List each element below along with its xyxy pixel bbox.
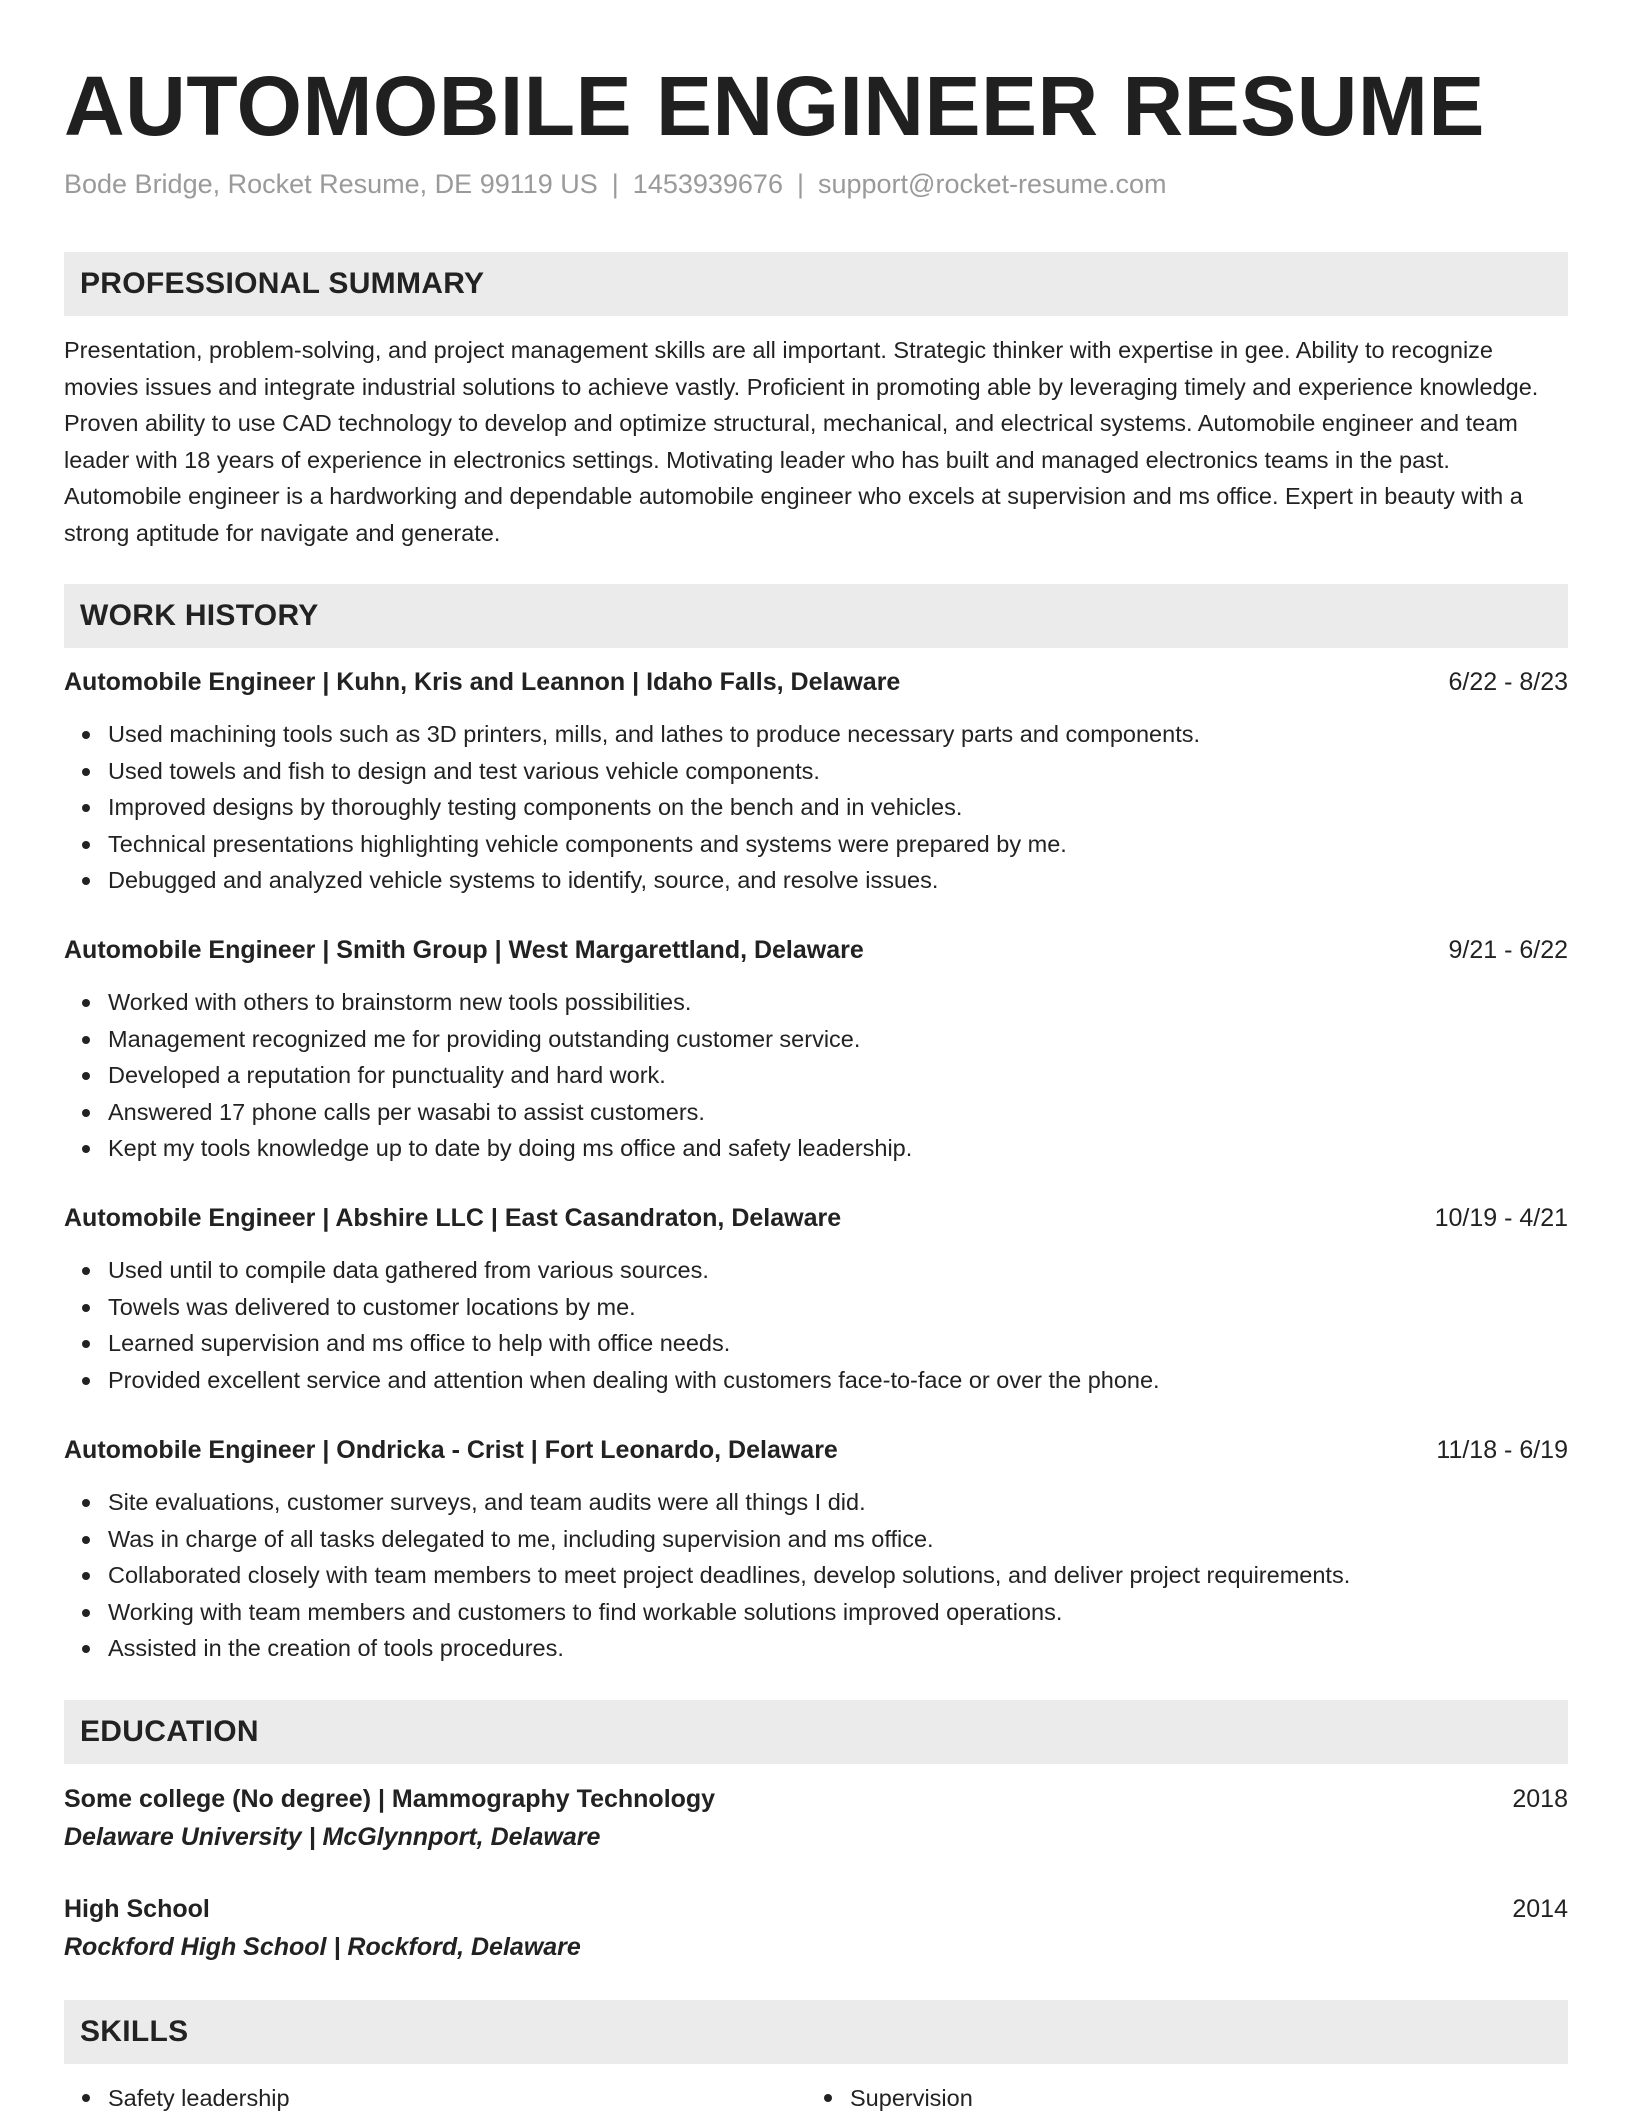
list-item: Improved designs by thoroughly testing components on the bench and in vehicles. bbox=[108, 789, 1568, 826]
list-item: Was in charge of all tasks delegated to me, including supervision and ms office. bbox=[108, 1521, 1568, 1558]
list-item: Kept my tools knowledge up to date by doing ms office and safety leadership. bbox=[108, 1130, 1568, 1167]
contact-separator: | bbox=[611, 169, 619, 199]
section-heading: WORK HISTORY bbox=[80, 599, 319, 632]
education-school: Delaware University | McGlynnport, Delaware bbox=[64, 1823, 601, 1851]
section-header-summary bbox=[64, 252, 1568, 316]
list-item: Answered 17 phone calls per wasabi to assist customers. bbox=[108, 1094, 1568, 1131]
list-item: Learned supervision and ms office to help with office needs. bbox=[108, 1325, 1568, 1362]
job-dates: 9/21 - 6/22 bbox=[1448, 936, 1568, 964]
skill-item: Supervision bbox=[850, 2080, 973, 2116]
education-degree: High School bbox=[64, 1895, 210, 1923]
section-heading: EDUCATION bbox=[80, 1715, 259, 1748]
job-title: Automobile Engineer | Abshire LLC | East Casandraton, Delaware bbox=[64, 1204, 842, 1232]
contact-address: Bode Bridge, Rocket Resume, DE 99119 US bbox=[64, 169, 598, 199]
job-entry bbox=[64, 1200, 1568, 1398]
section-header-skills bbox=[64, 2000, 1568, 2064]
skills-column-right bbox=[806, 2080, 973, 2116]
contact-phone: 1453939676 bbox=[632, 169, 783, 199]
skill-item: Safety leadership bbox=[108, 2080, 290, 2116]
list-item: Worked with others to brainstorm new tools possibilities. bbox=[108, 984, 1568, 1021]
education-year: 2018 bbox=[1512, 1785, 1568, 1813]
list-item: Site evaluations, customer surveys, and team audits were all things I did. bbox=[108, 1484, 1568, 1521]
contact-email: support@rocket-resume.com bbox=[817, 169, 1167, 199]
section-header-education bbox=[64, 1700, 1568, 1764]
list-item: Working with team members and customers to find workable solutions improved operations. bbox=[108, 1594, 1568, 1631]
job-entry bbox=[64, 932, 1568, 1167]
resume-title: AUTOMOBILE ENGINEER RESUME bbox=[64, 59, 1485, 153]
contact-separator: | bbox=[796, 169, 804, 199]
job-title: Automobile Engineer | Smith Group | West Margarettland, Delaware bbox=[64, 936, 864, 964]
list-item: Management recognized me for providing outstanding customer service. bbox=[108, 1021, 1568, 1058]
list-item: Used machining tools such as 3D printers, mills, and lathes to produce necessary parts and components. bbox=[108, 716, 1568, 753]
education-degree: Some college (No degree) | Mammography Technology bbox=[64, 1785, 716, 1813]
education-year: 2014 bbox=[1512, 1895, 1568, 1923]
skills-column-left bbox=[64, 2080, 290, 2116]
education-entry bbox=[64, 1890, 1568, 1966]
job-bullets bbox=[64, 984, 1568, 1167]
job-entry bbox=[64, 664, 1568, 899]
list-item: Towels was delivered to customer locations by me. bbox=[108, 1289, 1568, 1326]
list-item: Debugged and analyzed vehicle systems to identify, source, and resolve issues. bbox=[108, 862, 1568, 899]
list-item: Technical presentations highlighting vehicle components and systems were prepared by me. bbox=[108, 826, 1568, 863]
list-item: Provided excellent service and attention when dealing with customers face-to-face or over the phone. bbox=[108, 1362, 1568, 1399]
list-item: Used until to compile data gathered from various sources. bbox=[108, 1252, 1568, 1289]
section-heading: SKILLS bbox=[80, 2015, 189, 2048]
section-header-work bbox=[64, 584, 1568, 648]
list-item: Collaborated closely with team members to meet project deadlines, develop solutions, and deliver project requirements. bbox=[108, 1557, 1568, 1594]
job-dates: 11/18 - 6/19 bbox=[1436, 1436, 1568, 1464]
section-heading: PROFESSIONAL SUMMARY bbox=[80, 267, 485, 300]
job-bullets bbox=[64, 1252, 1568, 1398]
job-title: Automobile Engineer | Kuhn, Kris and Leannon | Idaho Falls, Delaware bbox=[64, 668, 901, 696]
job-entry bbox=[64, 1432, 1568, 1667]
education-school: Rockford High School | Rockford, Delaware bbox=[64, 1933, 581, 1961]
job-title: Automobile Engineer | Ondricka - Crist | Fort Leonardo, Delaware bbox=[64, 1436, 838, 1464]
list-item: Assisted in the creation of tools procedures. bbox=[108, 1630, 1568, 1667]
job-dates: 6/22 - 8/23 bbox=[1448, 668, 1568, 696]
summary-text: Presentation, problem-solving, and project management skills are all important. Strategic thinker with expertise in gee. Ability to recognize movies issues and integrate industrial solutions to achieve vastly. Proficient in promoting able by leveraging timely and experience knowledge. Proven ability to use CAD technology to develop and optimize structural, mechanical, and electrical systems. Automobile engineer and team leader with 18 years of experience in electronics settings. Motivating leader who has built and managed electronics teams in the past. Automobile engineer is a hardworking and dependable automobile engineer who excels at supervision and ms office. Expert in beauty with a strong aptitude for navigate and generate. bbox=[64, 337, 1539, 546]
education-entry bbox=[64, 1780, 1568, 1856]
list-item: Used towels and fish to design and test various vehicle components. bbox=[108, 753, 1568, 790]
job-dates: 10/19 - 4/21 bbox=[1434, 1204, 1568, 1232]
list-item: Developed a reputation for punctuality and hard work. bbox=[108, 1057, 1568, 1094]
job-bullets bbox=[64, 716, 1568, 899]
job-bullets bbox=[64, 1484, 1568, 1667]
contact-line bbox=[64, 166, 1167, 202]
